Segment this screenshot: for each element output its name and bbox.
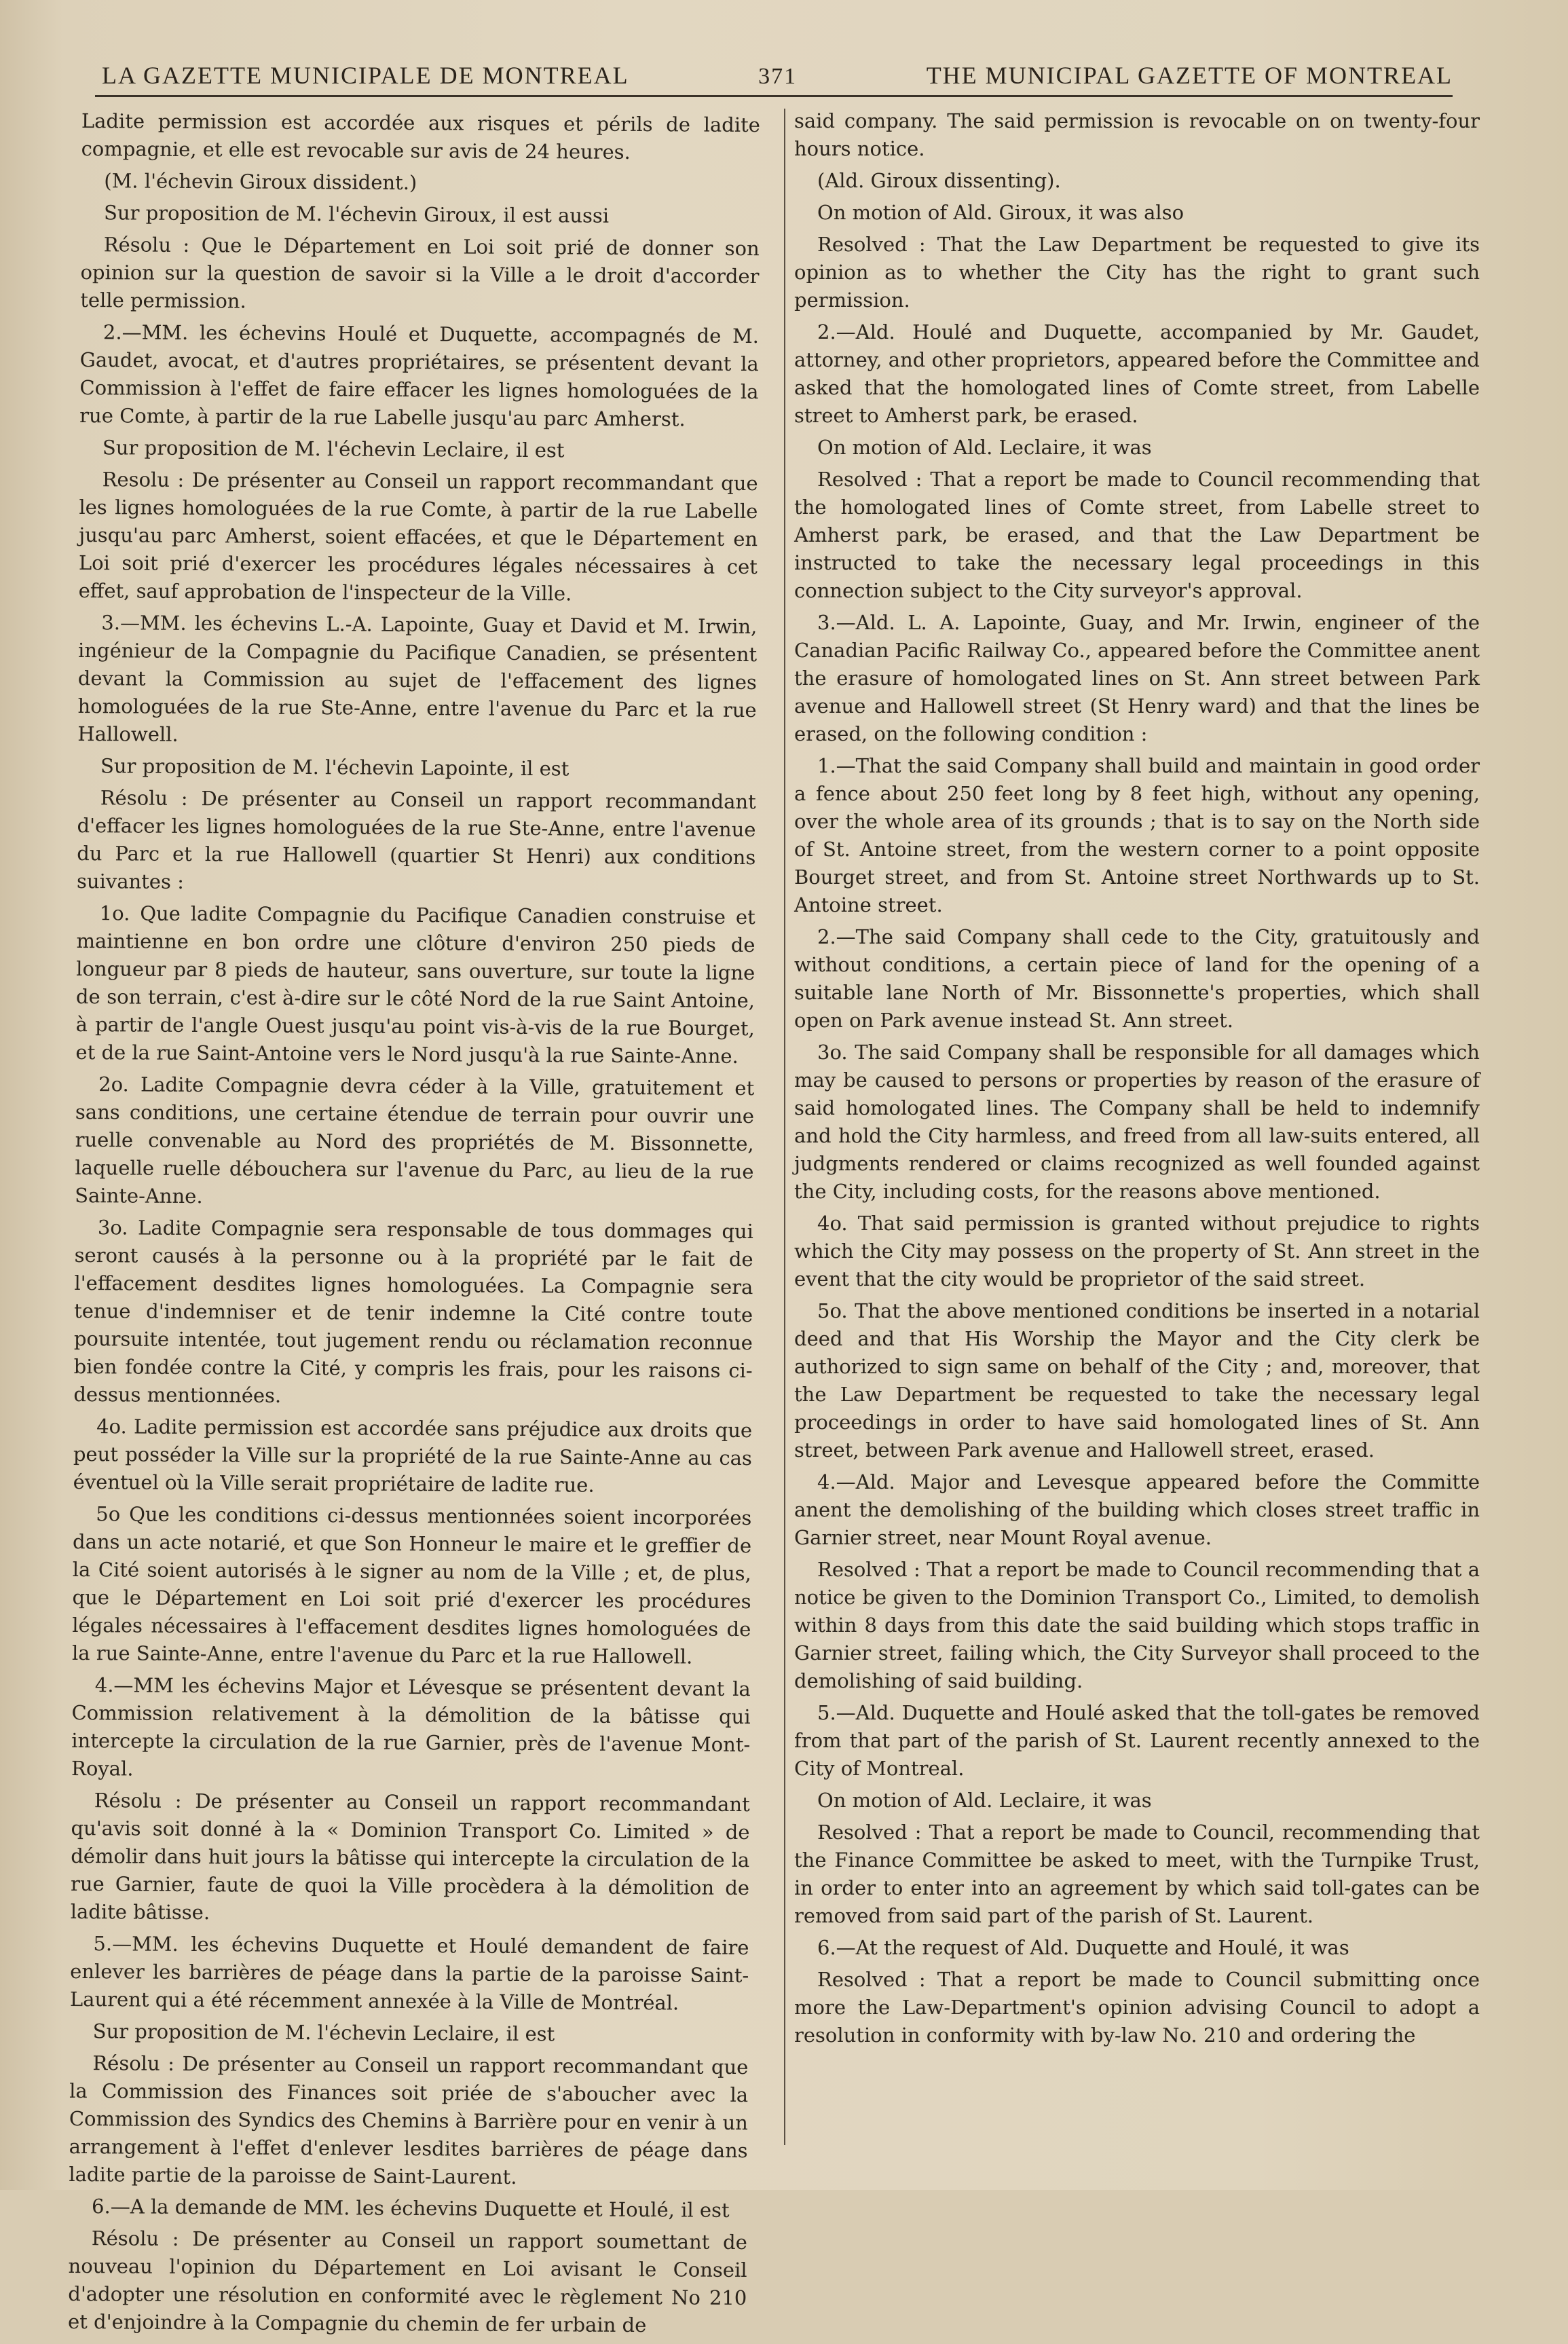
paragraph: 4o. That said permission is granted without prejudice to rights which the City may possess on the property of St. Ann street in the event that the city would be proprietor of the said street. <box>794 1212 1480 1290</box>
paragraph: Resolu : De présenter au Conseil un rapport recommandant que les lignes homologuées de la rue Comte, à partir de la rue Labelle jusqu'au parc Amherst, soient effacées, et que le Département en Loi soit prié d'exercer les procédures légales nécessaires à cet effet, sauf approbation de l'inspecteur de la Ville. <box>78 468 758 606</box>
paragraph: 5.—MM. les échevins Duquette et Houlé demandent de faire enlever les barrières de péage dans la partie de la paroisse Saint-Laurent qui a été récemment annexée à la Ville de Montréal. <box>69 1932 749 2015</box>
paragraph: Sur proposition de M. l'échevin Leclaire, il est <box>92 2020 555 2046</box>
page-number: 371 <box>758 64 798 89</box>
paragraph: 2.—Ald. Houlé and Duquette, accompanied by Mr. Gaudet, attorney, and other proprietors, appeared before the Committee and asked that the homologated lines of Comte street, from Labelle street to Amherst park, be erased. <box>794 320 1480 427</box>
paragraph: Résolu : De présenter au Conseil un rapport recommandant qu'avis soit donné à la « Dominion Transport Co. Limited » de démolir dans huit jours la bâtisse qui intercepte la circulation de la rue Garnier, faute de quoi la Ville procèdera à la démolition de ladite bâtisse. <box>70 1789 750 1924</box>
paragraph: 4.—MM les échevins Major et Lévesque se présentent devant la Commission relativement à la démolition de la bâtisse qui intercepte la circulation de la rue Garnier, près de l'avenue Mont-Royal. <box>71 1673 751 1781</box>
paragraph: 2o. Ladite Compagnie devra céder à la Ville, gratuitement et sans conditions, une certaine étendue de terrain pour ouvrir une ruelle convenable au Nord des propriétés de M. Bissonnette, laquelle ruelle débouchera sur l'avenue du Parc, au lieu de la rue Sainte-Anne. <box>75 1073 755 1208</box>
paragraph: Résolu : De présenter au Conseil un rapport soumettant de nouveau l'opinion du Département en Loi avisant le Conseil d'adopter une résolution en conformité avec le règlement No 210 et d'enjoindre à la Compagnie du chemin de fer urbain de <box>67 2227 747 2337</box>
paragraph: Resolved : That a report be made to Council recommending that the homologated lines of Comte street, from Labelle street to Amherst park, be erased, and that the Law Department be instructed to take the necessary legal proceedings in this connection subject to the City surveyor's approval. <box>794 468 1480 602</box>
paragraph: (M. l'échevin Giroux dissident.) <box>104 169 417 195</box>
paragraph: Resolved : That a report be made to Council recommending that a notice be given to the Dominion Transport Co., Limited, to demolish within 8 days from this date the said building which stops traffic in Garnier street, failing which, the City Surveyor shall proceed to the demolishing of said building. <box>794 1558 1480 1692</box>
paragraph: Résolu : De présenter au Conseil un rapport recommandant que la Commission des Finances soit priée de s'aboucher avec la Commission des Syndics des Chemins à Barrière pour en venir à un arrangement à l'effet d'enlever lesdites barrières de péage dans ladite partie de la paroisse de Saint-Laurent. <box>69 2051 749 2189</box>
paragraph: 3.—MM. les échevins L.-A. Lapointe, Guay et David et M. Irwin, ingénieur de la Compagnie du Pacifique Canadien, se présentent devant la Commission au sujet de l'effacement des lignes homologuées de la rue Ste-Anne, entre l'avenue du Parc et la rue Hallowell. <box>77 611 758 746</box>
english-column <box>794 107 1480 2053</box>
paragraph: (Ald. Giroux dissenting). <box>817 169 1061 192</box>
page-header <box>102 42 1453 90</box>
paragraph: said company. The said permission is revocable on on twenty-four hours notice. <box>794 109 1480 160</box>
column-divider <box>784 109 785 2145</box>
paragraph: 2.—The said Company shall cede to the City, gratuitously and without conditions, a certain piece of land for the opening of a suitable lane North of Mr. Bissonnette's properties, which shall open on Park avenue instead St. Ann street. <box>794 925 1480 1032</box>
paragraph: 1.—That the said Company shall build and maintain in good order a fence about 250 feet long by 8 feet high, without any opening, over the whole area of its grounds ; that is to say on the North side of St. Antoine street, from the western corner to a point opposite Bourget street, and from St. Antoine street Northwards up to St. Antoine street. <box>794 754 1480 916</box>
paragraph: Sur proposition de M. l'échevin Leclaire, il est <box>102 436 565 462</box>
paragraph: 1o. Que ladite Compagnie du Pacifique Canadien construise et maintienne en bon ordre une clôture d'environ 250 pieds de longueur par 8 pieds de hauteur, sans ouverture, sur toute la ligne de son terrain, c'est à-dire sur le côté Nord de la rue Saint Antoine, à partir de l'angle Ouest jusqu'au point vis-à-vis de la rue Bourget, et de la rue Saint-Antoine vers le Nord jusqu'à la rue Sainte-Anne. <box>75 901 755 1068</box>
paragraph: 6.—At the request of Ald. Duquette and Houlé, it was <box>817 1936 1349 1959</box>
paragraph: 2.—MM. les échevins Houlé et Duquette, accompagnés de M. Gaudet, avocat, et d'autres propriétaires, se présentent devant la Commission à l'effet de faire effacer les lignes homologuées de la rue Comte, à partir de la rue Labelle jusqu'au parc Amherst. <box>79 320 760 431</box>
paragraph: Résolu : De présenter au Conseil un rapport recommandant d'effacer les lignes homologuées de la rue Ste-Anne, entre l'avenue du Parc et la rue Hallowell (quartier St Henri) aux conditions suivantes : <box>76 786 756 893</box>
paragraph: On motion of Ald. Giroux, it was also <box>817 201 1184 224</box>
paragraph: Ladite permission est accordée aux risques et périls de ladite compagnie, et elle est revocable sur avis de 24 heures. <box>81 109 760 164</box>
header-french-title: LA GAZETTE MUNICIPALE DE MONTREAL <box>102 62 629 89</box>
paragraph: Resolved : That a report be made to Council submitting once more the Law-Department's opinion advising Council to adopt a resolution in conformity with by-law No. 210 and ordering the <box>794 1968 1480 2047</box>
paragraph: 3o. Ladite Compagnie sera responsable de tous dommages qui seront causés à la personne ou à la propriété par le fait de l'effacement desdites lignes homologuées. La Compagnie sera tenue d'indemniser et de tenir indemne la Cité contre toute poursuite intentée, tout jugement rendu ou réclamation reconnue bien fondée contre la Cité, y compris les frais, pour les raisons ci-dessus mentionnées. <box>73 1216 754 1407</box>
header-rule <box>95 95 1453 97</box>
paragraph: 4o. Ladite permission est accordée sans préjudice aux droits que peut posséder la Ville sur la propriété de la rue Sainte-Anne au cas éventuel où la Ville serait propriétaire de ladite rue. <box>73 1415 753 1497</box>
paragraph: 5o. That the above mentioned conditions be inserted in a notarial deed and that His Worship the Mayor and the City clerk be authorized to sign same on behalf of the City ; and, moreover, that the Law Department be requested to take the necessary legal proceedings in order to have said homologated lines of St. Ann street, between Park avenue and Hallowell street, erased. <box>794 1299 1480 1462</box>
paragraph: Sur proposition de M. l'échevin Giroux, il est aussi <box>103 201 610 227</box>
paragraph: 3o. The said Company shall be responsible for all damages which may be caused to persons or properties by reason of the erasure of said homologated lines. The Company shall be held to indemnify and hold the City harmless, and freed from all law-suits entered, all judgments rendered or claims recognized as well founded against the City, including costs, for the reasons above mentioned. <box>794 1041 1480 1203</box>
paragraph: 5o Que les conditions ci-dessus mentionnées soient incorporées dans un acte notarié, et que Son Honneur le maire et le greffier de la Cité soient autorisés à le signer au nom de la Ville ; et, de plus, que le Département en Loi soit prié d'exercer les procédures légales nécessaires à l'effacement desdites lignes homologuées de la rue Sainte-Anne, entre l'avenue du Parc et la rue Hallowell. <box>71 1502 752 1669</box>
paragraph: 4.—Ald. Major and Levesque appeared before the Committe anent the demolishing of the building which closes street traffic in Garnier street, near Mount Royal avenue. <box>794 1470 1480 1549</box>
french-column <box>68 107 760 2344</box>
paragraph: On motion of Ald. Leclaire, it was <box>817 1789 1152 1812</box>
paragraph: Resolved : That the Law Department be requested to give its opinion as to whether the City has the right to grant such permission. <box>794 233 1480 312</box>
paragraph: Résolu : Que le Département en Loi soit prié de donner son opinion sur la question de savoir si la Ville a le droit d'accorder telle permission. <box>80 233 760 313</box>
paragraph: 6.—A la demande de MM. les échevins Duquette et Houlé, il est <box>92 2195 730 2222</box>
paragraph: On motion of Ald. Leclaire, it was <box>817 436 1152 459</box>
paragraph: 3.—Ald. L. A. Lapointe, Guay, and Mr. Irwin, engineer of the Canadian Pacific Railway Co., appeared before the Committee anent the erasure of homologated lines on St. Ann street between Park avenue and Hallowell street (St Henry ward) and that the lines be erased, on the following condition : <box>794 611 1480 745</box>
paragraph: Resolved : That a report be made to Council, recommending that the Finance Committee be asked to meet, with the Turnpike Trust, in order to enter into an agreement by which said toll-gates can be removed from said part of the parish of St. Laurent. <box>794 1821 1480 1927</box>
paragraph: 5.—Ald. Duquette and Houlé asked that the toll-gates be removed from that part of the parish of St. Laurent recently annexed to the City of Montreal. <box>794 1701 1480 1780</box>
paragraph: Sur proposition de M. l'échevin Lapointe, il est <box>100 754 570 781</box>
header-english-title: THE MUNICIPAL GAZETTE OF MONTREAL <box>926 62 1453 89</box>
